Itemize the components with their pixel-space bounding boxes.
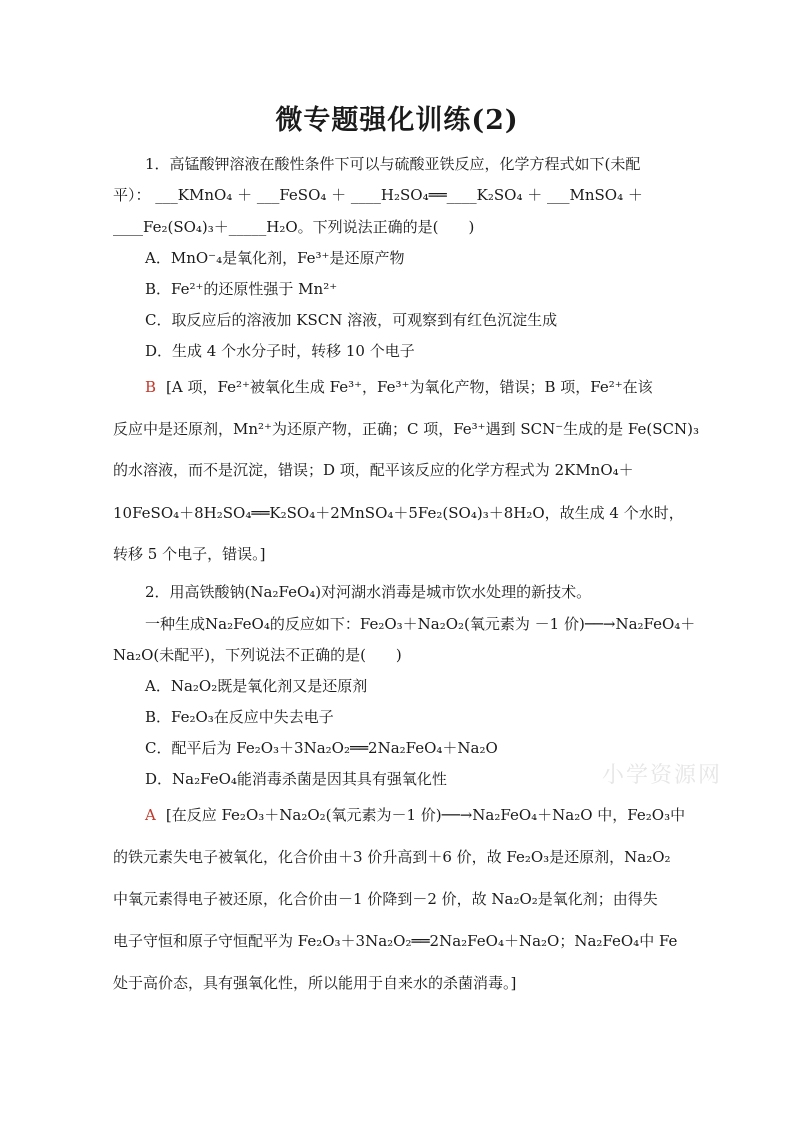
q2-option-d: D．Na₂FeO₄能消毒杀菌是因其具有强氧化性: [145, 770, 447, 788]
q2-answer-letter: A: [145, 806, 156, 824]
q2-explanation-line-4: 电子守恒和原子守恒配平为 Fe₂O₃＋3Na₂O₂══2Na₂FeO₄＋Na₂O；Na₂FeO₄中 Fe: [113, 932, 678, 950]
q2-explanation-line-2: 的铁元素失电子被氧化，化合价由＋3 价升高到＋6 价，故 Fe₂O₃是还原剂，Na₂O₂: [113, 848, 671, 866]
q1-explanation-line-5: 转移 5 个电子，错误。]: [113, 545, 266, 563]
q1-option-d: D．生成 4 个水分子时，转移 10 个电子: [145, 342, 415, 360]
q1-stem-line-2: 平）： ___KMnO₄ ＋ ___FeSO₄ ＋ ____H₂SO₄══____K₂SO₄ ＋ ___MnSO₄ ＋: [113, 186, 643, 204]
q1-explanation-line-4: 10FeSO₄＋8H₂SO₄══K₂SO₄＋2MnSO₄＋5Fe₂(SO₄)₃＋8H₂O，故生成 4 个水时，: [113, 504, 684, 522]
q1-explanation-line-3: 的水溶液，而不是沉淀，错误；D 项，配平该反应的化学方程式为 2KMnO₄＋: [113, 461, 634, 479]
q2-stem-line-3: Na₂O(未配平)，下列说法不正确的是( ): [113, 646, 402, 664]
q1-answer-letter: B: [145, 378, 157, 396]
q1-explanation-line-2: 反应中是还原剂，Mn²⁺为还原产物，正确；C 项，Fe³⁺遇到 SCN⁻生成的是 Fe(SCN)₃: [113, 420, 699, 438]
q2-explanation-text-1: [在反应 Fe₂O₃＋Na₂O₂(氧元素为－1 价)──→Na₂FeO₄＋Na₂O 中，Fe₂O₃中: [165, 806, 686, 824]
q2-option-b: B．Fe₂O₃在反应中失去电子: [145, 708, 334, 726]
q1-explanation-line-1: [145, 377, 683, 397]
q2-explanation-line-1: [145, 805, 686, 825]
watermark: 小学资源网: [602, 763, 723, 788]
q2-stem-line-2: 一种生成Na₂FeO₄的反应如下：Fe₂O₃＋Na₂O₂(氧元素为 －1 价)──→Na₂FeO₄＋: [145, 615, 696, 633]
q1-option-a: A．MnO⁻₄是氧化剂，Fe³⁺是还原产物: [145, 249, 405, 267]
q1-stem-line-1: 1．高锰酸钾溶液在酸性条件下可以与硫酸亚铁反应，化学方程式如下(未配: [145, 155, 641, 173]
q1-explanation-text-1: [A 项，Fe²⁺被氧化生成 Fe³⁺，Fe³⁺为氧化产物，错误；B 项，Fe²⁺在该: [166, 378, 653, 396]
q1-option-c: C．取反应后的溶液加 KSCN 溶液，可观察到有红色沉淀生成: [145, 311, 558, 329]
q2-explanation-line-3: 中氧元素得电子被还原，化合价由－1 价降到－2 价，故 Na₂O₂是氧化剂；由得失: [113, 890, 658, 908]
q2-stem-line-1: 2．用高铁酸钠(Na₂FeO₄)对河湖水消毒是城市饮水处理的新技术。: [145, 583, 592, 601]
q2-option-c: C．配平后为 Fe₂O₃＋3Na₂O₂══2Na₂FeO₄＋Na₂O: [145, 739, 498, 757]
q2-option-a: A．Na₂O₂既是氧化剂又是还原剂: [145, 677, 368, 695]
page-title: 微专题强化训练(2): [275, 105, 519, 136]
q1-stem-line-3: ____Fe₂(SO₄)₃＋_____H₂O。下列说法正确的是( ): [113, 218, 475, 236]
q1-option-b: B．Fe²⁺的还原性强于 Mn²⁺: [145, 280, 338, 298]
q2-explanation-line-5: 处于高价态，具有强氧化性，所以能用于自来水的杀菌消毒。]: [113, 974, 517, 992]
